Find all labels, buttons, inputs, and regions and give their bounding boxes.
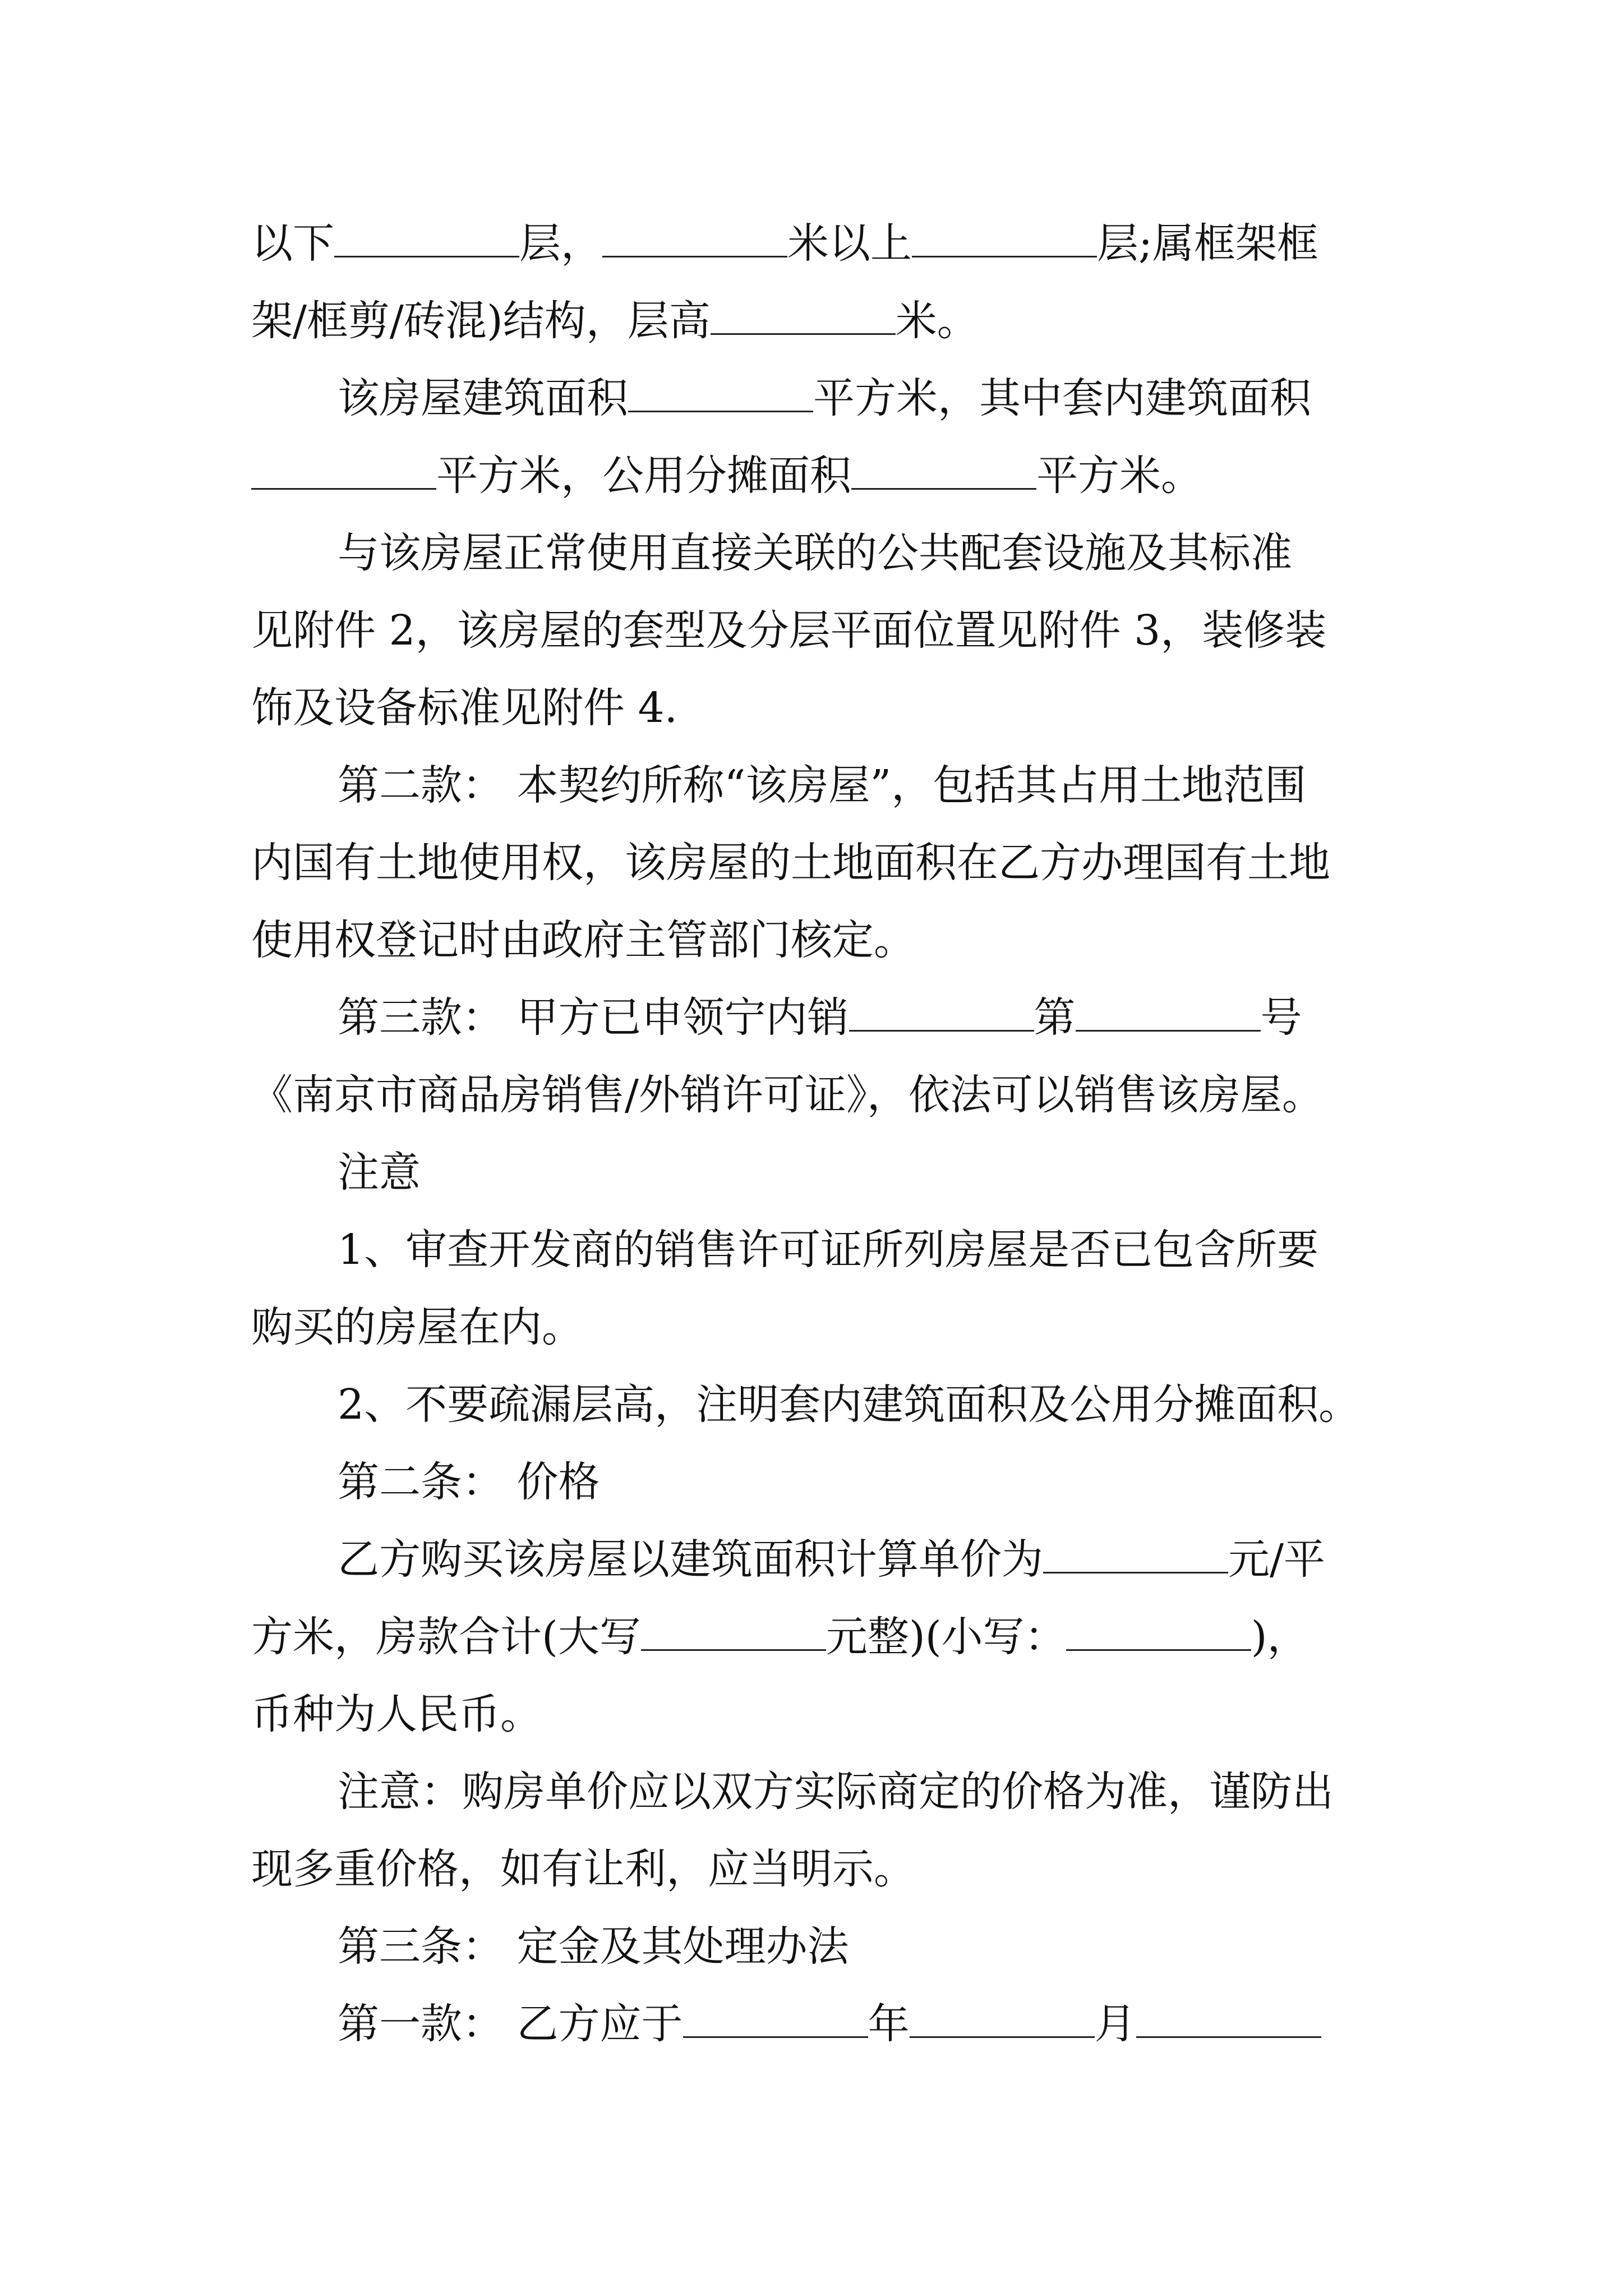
- note-heading: 注意: [338, 1148, 421, 1197]
- text-segment: 层;属框架框: [1097, 219, 1318, 268]
- text-segment: 年: [868, 2000, 910, 2048]
- text-line: 注意：购房单价应以双方实际商定的价格为准，谨防出: [338, 1768, 1334, 1816]
- note-item-line: 1、审查开发商的销售许可证所列房屋是否已包含所要: [338, 1226, 1319, 1274]
- text-line: [338, 369, 1403, 427]
- text-segment: 第一款： 乙方应于: [338, 2000, 683, 2048]
- text-segment: 层，: [519, 219, 602, 268]
- fill-in-blank[interactable]: [641, 1610, 826, 1651]
- text-line: [251, 447, 1401, 505]
- clause-heading-line: 第二款： 本契约所称“该房屋”，包括其占用土地范围: [338, 761, 1307, 809]
- fill-in-blank[interactable]: [910, 1997, 1095, 2038]
- text-segment: 月: [1094, 2000, 1136, 2048]
- fill-in-blank[interactable]: [1076, 991, 1261, 1032]
- clause-heading-line: [338, 1995, 1403, 2053]
- text-segment: 方米，房款合计(大写: [251, 1613, 641, 1661]
- text-segment: 平方米。: [1036, 452, 1202, 500]
- text-line: 币种为人民币。: [251, 1690, 542, 1738]
- fill-in-blank[interactable]: [602, 217, 787, 257]
- text-segment: 米以上: [787, 219, 912, 268]
- text-line: [251, 292, 1401, 350]
- text-segment: 乙方购买该房屋以建筑面积计算单价为: [338, 1535, 1043, 1584]
- fill-in-blank[interactable]: [334, 217, 519, 257]
- text-line: 内国有土地使用权，该房屋的土地面积在乙方办理国有土地: [251, 839, 1330, 887]
- text-line: 见附件 2，该房屋的套型及分层平面位置见附件 3，装修装: [251, 606, 1327, 655]
- text-line: 饰及设备标准见附件 4.: [251, 684, 678, 732]
- text-segment: 号: [1260, 993, 1302, 1042]
- text-line: 使用权登记时由政府主管部门核定。: [251, 916, 915, 964]
- article-heading: 第二条： 价格: [338, 1458, 600, 1506]
- fill-in-blank[interactable]: [849, 991, 1034, 1032]
- clause-heading-line: [338, 988, 1403, 1047]
- text-segment: 平方米，公用分摊面积: [436, 452, 851, 500]
- text-segment: 元/平: [1228, 1535, 1325, 1584]
- fill-in-blank[interactable]: [1066, 1610, 1251, 1651]
- text-line: 现多重价格，如有让利，应当明示。: [251, 1845, 915, 1893]
- fill-in-blank[interactable]: [1043, 1533, 1228, 1573]
- text-line: [338, 1530, 1403, 1589]
- text-segment: 第: [1034, 993, 1076, 1042]
- text-segment: 第三款： 甲方已申领宁内销: [338, 993, 849, 1042]
- fill-in-blank[interactable]: [912, 217, 1097, 257]
- fill-in-blank[interactable]: [251, 449, 436, 490]
- text-segment: 元整)(小写：: [826, 1613, 1066, 1661]
- text-segment: )，: [1251, 1613, 1309, 1661]
- text-line: 《南京市商品房销售/外销许可证》，依法可以销售该房屋。: [251, 1071, 1324, 1119]
- text-line: 购买的房屋在内。: [251, 1303, 583, 1351]
- text-segment: 平方米，其中套内建筑面积: [813, 374, 1311, 422]
- text-segment: 米。: [895, 297, 979, 345]
- article-heading: 第三条： 定金及其处理办法: [338, 1922, 849, 1971]
- note-item-line: 2、不要疏漏层高，注明套内建筑面积及公用分摊面积。: [338, 1381, 1361, 1429]
- text-segment: 该房屋建筑面积: [338, 374, 628, 422]
- text-line: [251, 214, 1401, 273]
- text-segment: 以下: [251, 219, 334, 268]
- fill-in-blank[interactable]: [1136, 1997, 1321, 2038]
- fill-in-blank[interactable]: [628, 371, 813, 412]
- text-segment: 架/框剪/砖混)结构，层高: [251, 297, 711, 345]
- fill-in-blank[interactable]: [711, 294, 896, 335]
- text-line: 与该房屋正常使用直接关联的公共配套设施及其标准: [338, 529, 1292, 577]
- text-line: [251, 1608, 1401, 1666]
- fill-in-blank[interactable]: [851, 449, 1036, 490]
- fill-in-blank[interactable]: [683, 1997, 868, 2038]
